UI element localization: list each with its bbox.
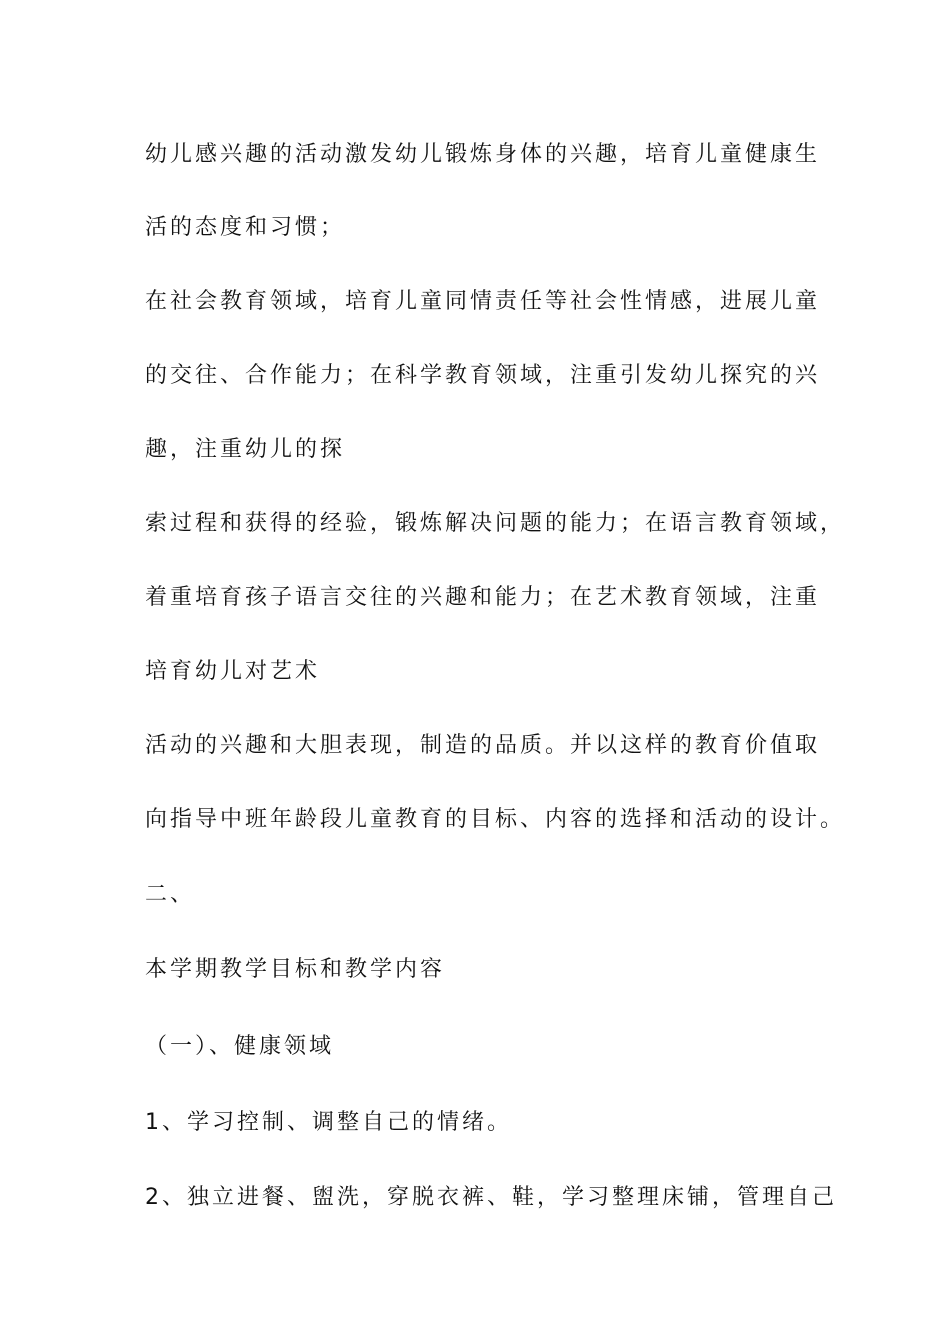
section-heading: 本学期教学目标和教学内容 [145,957,446,982]
text-line: 的交往、合作能力；在科学教育领域，注重引发幼儿探究的兴 [145,363,821,388]
text-line: 活动的兴趣和大胆表现，制造的品质。并以这样的教育价值取 [145,733,821,758]
list-item: 1、学习控制、调整自己的情绪。 [145,1110,512,1135]
text-line: 培育幼儿对艺术 [145,659,321,684]
section-number: 二、 [145,882,196,907]
text-line: 向指导中班年龄段儿童教育的目标、内容的选择和活动的设计。 [145,807,846,832]
text-line: 着重培育孩子语言交往的兴趣和能力；在艺术教育领域，注重 [145,585,821,610]
subsection-heading: （一）、健康领域 [145,1034,335,1059]
text-line: 索过程和获得的经验，锻炼解决问题的能力；在语言教育领域， [145,511,846,536]
text-line: 在社会教育领域，培育儿童同情责任等社会性情感，进展儿童 [145,289,821,314]
text-line: 幼儿感兴趣的活动激发幼儿锻炼身体的兴趣，培育儿童健康生 [145,142,821,167]
list-item: 2、独立进餐、盥洗，穿脱衣裤、鞋，学习整理床铺，管理自己 [145,1185,837,1210]
text-line: 活的态度和习惯； [145,215,346,240]
text-line: 趣，注重幼儿的探 [145,437,346,462]
